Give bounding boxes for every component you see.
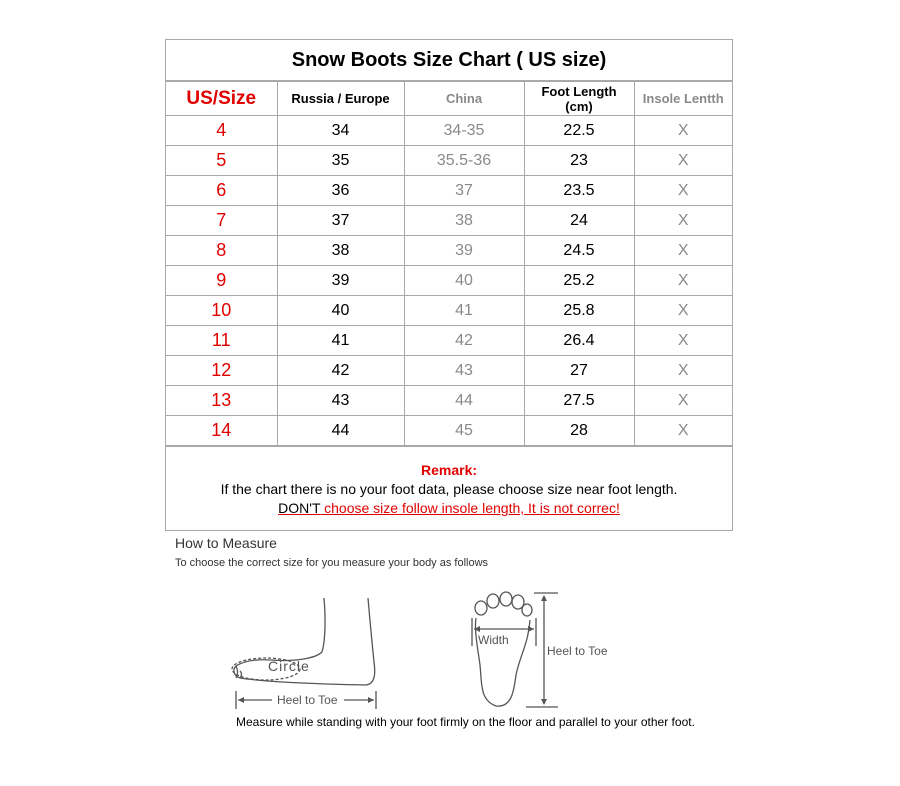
cell-foot-length: 23 (524, 146, 634, 176)
toe-3 (500, 592, 512, 606)
remark-warning-red: choose size follow insole length, It is not correc! (324, 500, 620, 516)
header-russia-europe: Russia / Europe (277, 82, 404, 116)
cell-us-size: 7 (166, 206, 277, 236)
header-foot-length-line2: (cm) (565, 98, 593, 114)
chart-title: Snow Boots Size Chart ( US size) (166, 40, 732, 81)
cell-china: 40 (404, 266, 524, 296)
cell-foot-length: 22.5 (524, 116, 634, 146)
cell-russia-europe: 42 (277, 356, 404, 386)
cell-insole-length: X (634, 386, 732, 416)
cell-foot-length: 24 (524, 206, 634, 236)
toe-1 (475, 601, 487, 615)
table-row (166, 296, 732, 326)
header-foot-length-line1: Foot Length (541, 83, 617, 99)
table-row (166, 386, 732, 416)
cell-china: 38 (404, 206, 524, 236)
cell-russia-europe: 40 (277, 296, 404, 326)
remark-box (166, 446, 732, 530)
width-arrow-left-icon (474, 626, 480, 632)
cell-insole-length: X (634, 116, 732, 146)
cell-us-size: 6 (166, 176, 277, 206)
cell-russia-europe: 35 (277, 146, 404, 176)
cell-insole-length: X (634, 356, 732, 386)
cell-foot-length: 26.4 (524, 326, 634, 356)
cell-russia-europe: 36 (277, 176, 404, 206)
cell-us-size: 4 (166, 116, 277, 146)
cell-insole-length: X (634, 296, 732, 326)
table-row (166, 176, 732, 206)
cell-china: 37 (404, 176, 524, 206)
width-label: Width (478, 633, 509, 647)
width-arrow-right-icon (528, 626, 534, 632)
header-us-size: US/Size (166, 82, 277, 116)
arrow-right-icon (368, 697, 374, 703)
table-row (166, 146, 732, 176)
cell-us-size: 8 (166, 236, 277, 266)
table-row (166, 236, 732, 266)
remark-warning-dont: DON'T (278, 500, 321, 516)
cell-russia-europe: 38 (277, 236, 404, 266)
header-insole-length: Insole Lentth (634, 82, 732, 116)
toe-2 (487, 594, 499, 608)
cell-us-size: 14 (166, 416, 277, 446)
header-china: China (404, 82, 524, 116)
cell-russia-europe: 37 (277, 206, 404, 236)
cell-russia-europe: 34 (277, 116, 404, 146)
length-arrow-up-icon (541, 595, 547, 601)
circle-label: Circle (268, 658, 310, 674)
cell-us-size: 12 (166, 356, 277, 386)
toe-line (236, 666, 238, 678)
table-row (166, 326, 732, 356)
cell-china: 42 (404, 326, 524, 356)
cell-russia-europe: 41 (277, 326, 404, 356)
header-row (166, 82, 732, 116)
table-row (166, 416, 732, 446)
arrow-left-icon (238, 697, 244, 703)
cell-insole-length: X (634, 236, 732, 266)
length-arrow-down-icon (541, 699, 547, 705)
cell-foot-length: 27.5 (524, 386, 634, 416)
cell-us-size: 11 (166, 326, 277, 356)
heel-to-toe-sole-label: Heel to Toe (547, 644, 608, 658)
table-row (166, 116, 732, 146)
cell-foot-length: 27 (524, 356, 634, 386)
cell-russia-europe: 44 (277, 416, 404, 446)
cell-us-size: 9 (166, 266, 277, 296)
cell-us-size: 5 (166, 146, 277, 176)
cell-us-size: 13 (166, 386, 277, 416)
cell-china: 43 (404, 356, 524, 386)
cell-russia-europe: 43 (277, 386, 404, 416)
cell-insole-length: X (634, 326, 732, 356)
cell-insole-length: X (634, 206, 732, 236)
remark-title: Remark: (420, 462, 478, 478)
size-table (166, 81, 732, 446)
table-row (166, 266, 732, 296)
table-row (166, 206, 732, 236)
heel-to-toe-side-label: Heel to Toe (277, 693, 338, 707)
cell-insole-length: X (634, 266, 732, 296)
cell-insole-length: X (634, 146, 732, 176)
header-foot-length (524, 82, 634, 116)
cell-china: 41 (404, 296, 524, 326)
cell-foot-length: 25.8 (524, 296, 634, 326)
toe-5 (522, 604, 532, 616)
remark-line1: If the chart there is no your foot data, please choose size near foot length. (220, 481, 678, 497)
cell-china: 44 (404, 386, 524, 416)
how-to-measure-subtitle: To choose the correct size for you measure your body as follows (175, 557, 489, 569)
table-row (166, 356, 732, 386)
how-to-measure-title: How to Measure (175, 535, 277, 551)
sole-outline (475, 618, 530, 706)
cell-us-size: 10 (166, 296, 277, 326)
size-chart (165, 39, 733, 531)
cell-insole-length: X (634, 416, 732, 446)
cell-russia-europe: 39 (277, 266, 404, 296)
cell-foot-length: 28 (524, 416, 634, 446)
remark-warning (166, 499, 732, 518)
cell-china: 45 (404, 416, 524, 446)
cell-foot-length: 25.2 (524, 266, 634, 296)
cell-insole-length: X (634, 176, 732, 206)
cell-foot-length: 23.5 (524, 176, 634, 206)
cell-china: 34-35 (404, 116, 524, 146)
cell-china: 35.5-36 (404, 146, 524, 176)
cell-china: 39 (404, 236, 524, 266)
measure-note: Measure while standing with your foot firmly on the floor and parallel to your other foot. (236, 715, 695, 729)
cell-foot-length: 24.5 (524, 236, 634, 266)
